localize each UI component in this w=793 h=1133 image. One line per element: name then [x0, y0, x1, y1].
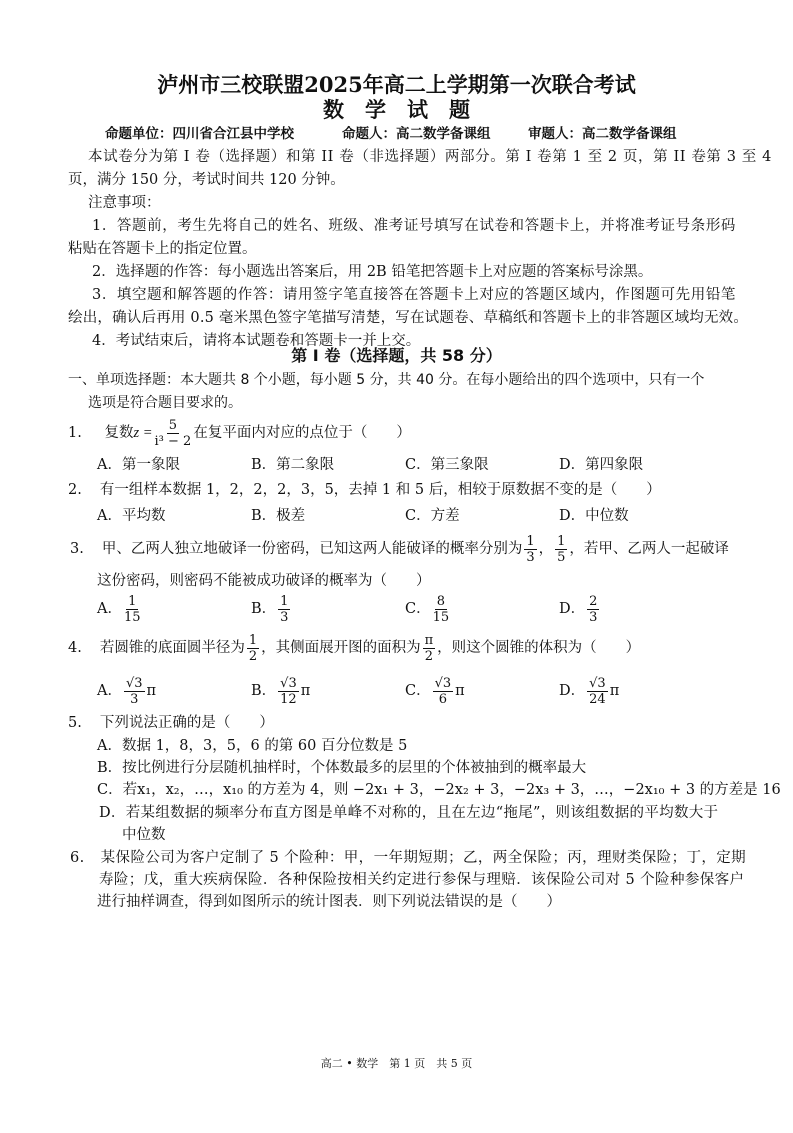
q-number: 6.: [70, 850, 85, 866]
option-label: C．: [405, 683, 431, 699]
q-number: 3.: [70, 541, 84, 557]
denominator: 2: [248, 648, 258, 664]
q-text: 某保险公司为客户定制了 5 个险种：甲，一年期短期；乙，两全保险；丙，理财类保险；丁，定期: [100, 850, 747, 866]
numerator: 1: [248, 632, 258, 648]
option-b[interactable]: [251, 674, 310, 708]
numerator: √3: [589, 675, 606, 691]
q-text: ，则这个圆锥的体积为（ ）: [437, 640, 641, 656]
page-footer: 高二 • 数学 第 1 页 共 5 页: [320, 1057, 473, 1070]
note-line: 1．答题前，考生先将自己的姓名、班级、准考证号填写在试卷和答题卡上，并将准考证号条形码: [92, 218, 737, 234]
q-text: 这份密码，则密码不能被成功破译的概率为（ ）: [97, 573, 431, 589]
fraction: [587, 594, 599, 625]
option-c[interactable]: [405, 674, 465, 708]
fraction: [124, 676, 145, 707]
q-text: ，其侧面展开图的面积为: [261, 640, 421, 656]
q-text: 甲、乙两人独立地破译一份密码，已知这两人能破译的概率分别为: [101, 541, 523, 557]
denominator: i³ − 2: [154, 433, 192, 449]
q-text: 下列说法正确的是（ ）: [99, 715, 274, 731]
option-b[interactable]: B．第二象限: [251, 457, 335, 473]
numerator: 1: [280, 593, 289, 609]
author: 命题人：高二数学备课组: [342, 126, 491, 142]
fraction: [247, 633, 259, 664]
note-line: 4．考试结束后，请将本试题卷和答题卡一并上交。: [92, 333, 421, 349]
denominator: 6: [438, 691, 448, 707]
note-line: 3．填空题和解答题的作答：请用签字笔直接答在答题卡上对应的答题区域内，作图题可先用铅笔: [92, 287, 737, 303]
option-d[interactable]: [559, 592, 601, 626]
numerator: 1: [526, 533, 535, 549]
option-label: B．: [251, 683, 277, 699]
option-label: D．: [559, 601, 586, 617]
option-d[interactable]: D．第四象限: [559, 457, 644, 473]
q-text: ，若甲、乙两人一起破译: [569, 541, 729, 557]
denominator: 5: [557, 549, 566, 565]
numerator: 8: [436, 593, 446, 609]
pi: π: [146, 683, 157, 699]
option-d[interactable]: D．中位数: [559, 508, 629, 524]
note-line: 绘出，确认后再用 0.5 毫米黑色签字笔描写清楚，写在试题卷、草稿纸和答题卡上的非答题区域均无效。: [68, 310, 749, 326]
note-line: 2．选择题的作答：每小题选出答案后，用 2B 铅笔把答题卡上对应题的答案标号涂黑。: [92, 264, 653, 280]
option-c[interactable]: [405, 592, 451, 626]
question-2: [68, 481, 661, 499]
unit: 命题单位：四川省合江县中学校: [105, 126, 294, 142]
denominator: 24: [589, 691, 606, 707]
fraction: [124, 594, 141, 625]
q-number: 1.: [68, 425, 82, 441]
q-number: 2.: [68, 482, 82, 498]
option-label: A．: [97, 683, 122, 699]
question-4: [68, 630, 640, 666]
fraction: [423, 633, 436, 664]
question-3: 3. 甲、乙两人独立地破译一份密码，已知这两人能破译的概率分别为 $\frac{1}{3}$ ， $\frac{1}{5}$ ，若甲、乙两人一起破译: [70, 533, 729, 565]
fraction: [278, 594, 290, 625]
pi: π: [455, 683, 465, 699]
q-text: 进行抽样调查，得到如图所示的统计图表．则下列说法错误的是（ ）: [97, 894, 561, 910]
option-a[interactable]: A．数据 1，8，3，5，6 的第 60 百分位数是 5: [97, 738, 408, 754]
option-b[interactable]: B．极差: [251, 508, 306, 524]
numerator: 1: [128, 593, 137, 609]
option-b[interactable]: [251, 592, 292, 626]
reviewer: 审题人：高二数学备课组: [528, 126, 677, 142]
numerator: √3: [280, 675, 297, 691]
option-label: D．: [559, 683, 586, 699]
option-c[interactable]: C．若x₁，x₂，…，x₁₀ 的方差为 4，则 −2x₁ + 3，−2x₂ + 3，−2x₃ + 3，…，−2x₁₀ + 3 的方差是 16: [97, 782, 781, 798]
denominator: 3: [589, 609, 598, 625]
denominator: 3: [130, 691, 139, 707]
numerator: 5: [168, 417, 178, 433]
fraction: [433, 594, 450, 625]
q-text: 寿险；戊，重大疾病保险．各种保险按相关约定进行参保与理赔．该保险公司对 5 个险种参保客户: [99, 872, 745, 888]
fraction: [155, 418, 192, 449]
option-a[interactable]: A．第一象限: [97, 457, 180, 473]
numerator: √3: [125, 675, 143, 691]
option-label: B．: [251, 601, 277, 617]
subject-title: 数 学 试 题: [323, 97, 470, 122]
option-label: C．: [405, 601, 431, 617]
pi: π: [300, 683, 311, 699]
fraction: [555, 534, 567, 565]
option-a[interactable]: A．平均数: [97, 508, 166, 524]
option-a[interactable]: [97, 592, 143, 626]
notes-title: 注意事项：: [88, 195, 161, 211]
intro-line: 页，满分 150 分，考试时间共 120 分钟。: [68, 172, 345, 188]
option-d[interactable]: D．若某组数据的频率分布直方图是单峰不对称的，且在左边“拖尾”，则该组数据的平均数大于: [99, 805, 719, 821]
fraction: [524, 534, 536, 565]
numerator: √3: [434, 675, 452, 691]
option-b[interactable]: B．按比例进行分层随机抽样时，个体数最多的层里的个体被抽到的概率最大: [97, 760, 587, 776]
q-number: 5.: [68, 715, 82, 731]
question-1: [68, 414, 411, 452]
section-title: 第 I 卷（选择题，共 58 分）: [291, 346, 502, 365]
denominator: 15: [123, 609, 141, 625]
fraction: [587, 676, 608, 707]
option-label: A．: [97, 601, 122, 617]
denominator: 12: [280, 691, 297, 707]
pi: π: [609, 683, 620, 699]
part-heading: 选项是符合题目要求的。: [88, 395, 242, 411]
q-text: 在复平面内对应的点位于（ ）: [193, 425, 411, 441]
q-text: 若圆锥的底面圆半径为: [99, 640, 245, 656]
fraction: [433, 676, 454, 707]
part-heading: 一、单项选择题：本大题共 8 个小题，每小题 5 分，共 40 分。在每小题给出的四个选项中，只有一个: [68, 372, 705, 388]
option-c[interactable]: C．第三象限: [405, 457, 489, 473]
option-d[interactable]: [559, 674, 619, 708]
q-text: 复数: [104, 425, 134, 441]
q-number: 4.: [68, 640, 82, 656]
denominator: 2: [424, 648, 434, 664]
denominator: 3: [280, 609, 289, 625]
intro-line: 本试卷分为第 I 卷（选择题）和第 II 卷（非选择题）两部分。第 I 卷第 1 至 2 页，第 II 卷第 3 至 4: [88, 149, 772, 165]
denominator: 3: [526, 549, 535, 565]
question-6: [70, 849, 746, 867]
math: z =: [133, 425, 153, 441]
option-a[interactable]: [97, 674, 156, 708]
fraction: [278, 676, 299, 707]
q-text: 有一组样本数据 1，2，2，2，3，5，去掉 1 和 5 后，相较于原数据不变的是（ ）: [99, 482, 661, 498]
exam-title: 泸州市三校联盟2025年高二上学期第一次联合考试: [157, 72, 636, 97]
numerator: 1: [557, 533, 566, 549]
numerator: 2: [589, 593, 598, 609]
numerator: π: [424, 632, 434, 648]
option-d-cont: 中位数: [122, 827, 166, 843]
denominator: 15: [432, 609, 450, 625]
option-c[interactable]: C．方差: [405, 508, 460, 524]
note-line: 粘贴在答题卡上的指定位置。: [68, 241, 257, 257]
question-5: [68, 714, 274, 732]
